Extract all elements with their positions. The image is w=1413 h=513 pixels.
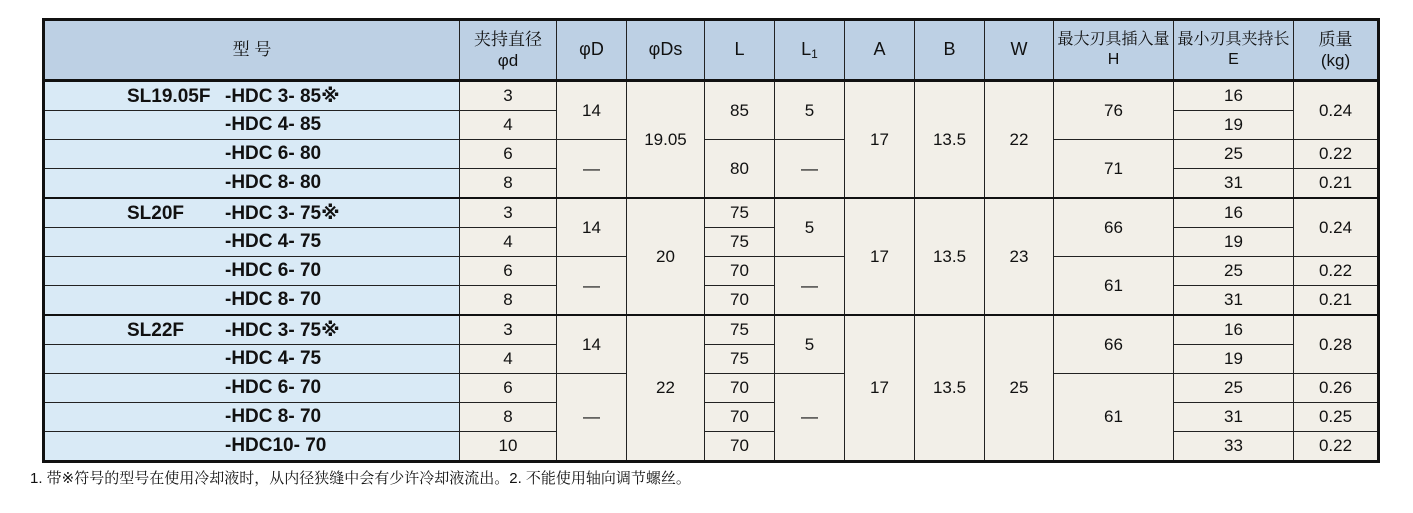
col-header-phid: [460, 20, 557, 81]
E-cell: 31: [1174, 169, 1294, 199]
W-cell: 22: [985, 81, 1054, 199]
E-cell: 25: [1174, 140, 1294, 169]
phiD-cell: 14: [557, 81, 627, 140]
model-cell: [44, 286, 460, 316]
mass-cell: 0.28: [1294, 315, 1379, 374]
L-cell: 70: [705, 257, 775, 286]
phid-cell: 4: [460, 111, 557, 140]
phid-cell: 8: [460, 169, 557, 199]
footnote: 1. 带※符号的型号在使用冷却液时，从内径狭缝中会有少许冷却液流出。2. 不能使用轴向调节螺丝。: [30, 470, 691, 487]
phiD-cell: —: [557, 374, 627, 462]
phiD-cell: —: [557, 140, 627, 199]
phiDs-cell: 20: [627, 198, 705, 315]
L1-cell: 5: [775, 198, 845, 257]
model-prefix: SL19.05F: [127, 85, 211, 107]
L-cell: 70: [705, 374, 775, 403]
table-row: [44, 140, 1379, 169]
model-name: -HDC 4- 75: [225, 231, 322, 252]
mass-cell: 0.25: [1294, 403, 1379, 432]
L-cell: 85: [705, 81, 775, 140]
W-cell: 23: [985, 198, 1054, 315]
mass-cell: 0.21: [1294, 286, 1379, 316]
model-cell: [44, 432, 460, 462]
phid-cell: 8: [460, 403, 557, 432]
L-cell: 75: [705, 315, 775, 345]
col-header-phid-line2: φd: [497, 51, 519, 70]
model-name: -HDC 8- 70: [225, 406, 322, 427]
table-row: [44, 286, 1379, 316]
col-header-L1: [775, 20, 845, 81]
col-header-E-line1: 最小刃具夹持长: [1177, 31, 1290, 48]
mass-cell: 0.22: [1294, 432, 1379, 462]
col-header-mass: [1294, 20, 1379, 81]
col-header-phiDs: φDs: [627, 20, 705, 81]
B-cell: 13.5: [915, 315, 985, 462]
L-cell: 70: [705, 432, 775, 462]
table-row: [44, 374, 1379, 403]
model-name: -HDC 4- 85: [225, 114, 322, 135]
phid-cell: 8: [460, 286, 557, 316]
col-header-A: A: [845, 20, 915, 81]
model-cell: [44, 111, 460, 140]
H-cell: 61: [1054, 374, 1174, 462]
model-cell: [44, 315, 460, 345]
col-header-mass-line2: (kg): [1320, 51, 1351, 70]
E-cell: 16: [1174, 198, 1294, 228]
col-header-model: 型 号: [44, 20, 460, 81]
model-name: -HDC 6- 70: [225, 260, 322, 281]
phid-cell: 4: [460, 228, 557, 257]
phid-cell: 6: [460, 140, 557, 169]
L1-cell: —: [775, 140, 845, 199]
phid-cell: 3: [460, 315, 557, 345]
model-name: -HDC 8- 70: [225, 289, 322, 310]
header-row: [44, 20, 1379, 81]
mass-cell: 0.22: [1294, 140, 1379, 169]
E-cell: 31: [1174, 403, 1294, 432]
spec-table-wrap: [42, 18, 1380, 463]
phid-cell: 4: [460, 345, 557, 374]
model-cell: [44, 169, 460, 199]
table-row: [44, 315, 1379, 345]
B-cell: 13.5: [915, 81, 985, 199]
col-header-W: W: [985, 20, 1054, 81]
model-cell: [44, 81, 460, 111]
model-name: -HDC 3- 75※: [225, 319, 340, 341]
phid-cell: 10: [460, 432, 557, 462]
table-row: [44, 81, 1379, 111]
col-header-H-line1: 最大刃具插入量: [1057, 31, 1170, 48]
L-cell: 70: [705, 286, 775, 316]
phiD-cell: —: [557, 257, 627, 316]
H-cell: 61: [1054, 257, 1174, 316]
model-name: -HDC 6- 70: [225, 377, 322, 398]
model-name: -HDC10- 70: [225, 435, 327, 456]
A-cell: 17: [845, 81, 915, 199]
table-row: [44, 432, 1379, 462]
E-cell: 19: [1174, 111, 1294, 140]
E-cell: 19: [1174, 228, 1294, 257]
table-row: [44, 198, 1379, 228]
L1-cell: 5: [775, 315, 845, 374]
mass-cell: 0.21: [1294, 169, 1379, 199]
col-header-phid-line1: 夹持直径: [474, 29, 542, 49]
model-cell: [44, 140, 460, 169]
model-cell: [44, 198, 460, 228]
col-header-L1-base: L: [801, 38, 812, 59]
col-header-L1-sub: 1: [811, 46, 818, 61]
L-cell: 70: [705, 403, 775, 432]
table-row: [44, 403, 1379, 432]
phiDs-cell: 22: [627, 315, 705, 462]
phid-cell: 6: [460, 374, 557, 403]
L-cell: 75: [705, 198, 775, 228]
phid-cell: 6: [460, 257, 557, 286]
model-name: -HDC 3- 85※: [225, 85, 340, 107]
phid-cell: 3: [460, 198, 557, 228]
col-header-phiD: φD: [557, 20, 627, 81]
phiD-cell: 14: [557, 198, 627, 257]
L-cell: 80: [705, 140, 775, 199]
col-header-B: B: [915, 20, 985, 81]
phiDs-cell: 19.05: [627, 81, 705, 199]
table-row: [44, 228, 1379, 257]
model-cell: [44, 374, 460, 403]
model-name: -HDC 4- 75: [225, 348, 322, 369]
col-header-H: [1054, 20, 1174, 81]
col-header-E-line2: E: [1228, 51, 1239, 68]
E-cell: 25: [1174, 257, 1294, 286]
E-cell: 25: [1174, 374, 1294, 403]
col-header-H-line2: H: [1107, 51, 1120, 68]
E-cell: 31: [1174, 286, 1294, 316]
L-cell: 75: [705, 345, 775, 374]
col-header-L: L: [705, 20, 775, 81]
mass-cell: 0.24: [1294, 81, 1379, 140]
H-cell: 71: [1054, 140, 1174, 199]
L1-cell: —: [775, 257, 845, 316]
E-cell: 16: [1174, 81, 1294, 111]
phiD-cell: 14: [557, 315, 627, 374]
model-name: -HDC 8- 80: [225, 172, 322, 193]
model-cell: [44, 228, 460, 257]
table-row: [44, 345, 1379, 374]
L1-cell: 5: [775, 81, 845, 140]
model-cell: [44, 257, 460, 286]
mass-cell: 0.26: [1294, 374, 1379, 403]
col-header-E: [1174, 20, 1294, 81]
model-cell: [44, 345, 460, 374]
model-prefix: SL20F: [127, 202, 185, 224]
H-cell: 76: [1054, 81, 1174, 140]
col-header-mass-line1: 质量: [1318, 29, 1353, 49]
mass-cell: 0.22: [1294, 257, 1379, 286]
mass-cell: 0.24: [1294, 198, 1379, 257]
table-row: [44, 257, 1379, 286]
W-cell: 25: [985, 315, 1054, 462]
H-cell: 66: [1054, 198, 1174, 257]
spec-table: [42, 18, 1380, 463]
model-name: -HDC 6- 80: [225, 143, 322, 164]
model-prefix: SL22F: [127, 319, 185, 341]
L-cell: 75: [705, 228, 775, 257]
A-cell: 17: [845, 198, 915, 315]
A-cell: 17: [845, 315, 915, 462]
E-cell: 33: [1174, 432, 1294, 462]
phid-cell: 3: [460, 81, 557, 111]
B-cell: 13.5: [915, 198, 985, 315]
H-cell: 66: [1054, 315, 1174, 374]
E-cell: 19: [1174, 345, 1294, 374]
model-name: -HDC 3- 75※: [225, 202, 340, 224]
L1-cell: —: [775, 374, 845, 462]
model-cell: [44, 403, 460, 432]
E-cell: 16: [1174, 315, 1294, 345]
